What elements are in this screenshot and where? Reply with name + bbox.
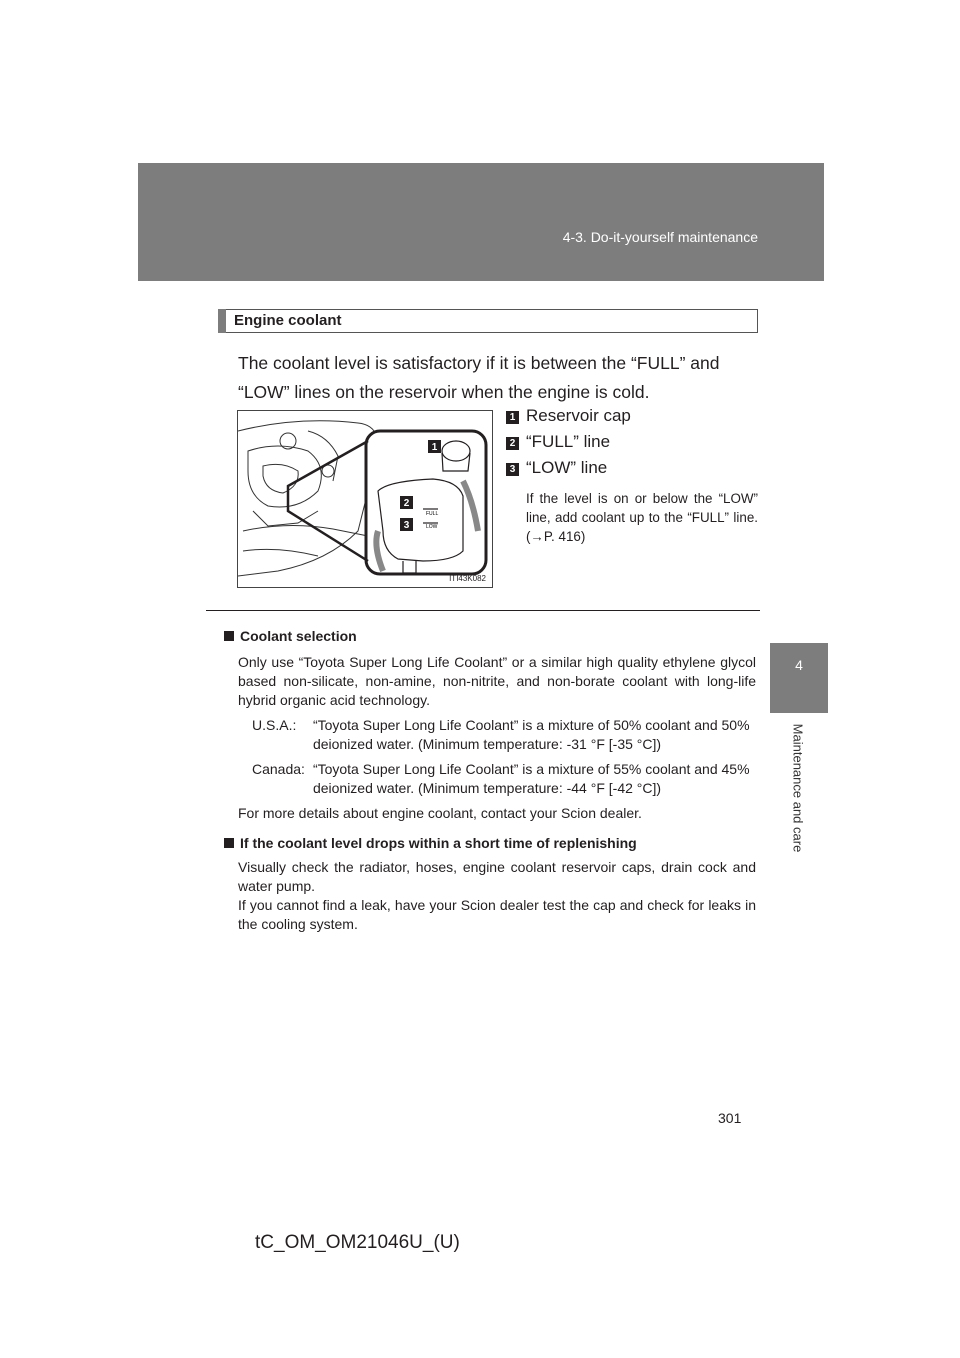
callout-label: “LOW” line: [526, 458, 608, 477]
figure-code: ITI43K082: [449, 574, 486, 583]
refill-note: If the level is on or below the “LOW” line, add coolant up to the “FULL” line. (→P. 416): [526, 491, 758, 544]
callout-marker-1: [428, 440, 441, 453]
section-title: Engine coolant: [234, 312, 342, 329]
coolant-selection-block: [224, 627, 756, 823]
heading-marker: [218, 309, 226, 333]
engine-bay-drawing: [238, 411, 492, 587]
header-section-title: 4-3. Do-it-yourself maintenance: [562, 229, 758, 245]
region-row: [252, 760, 756, 798]
svg-text:1: 1: [431, 442, 438, 453]
region-text: “Toyota Super Long Life Coolant” is a mixture of 55% coolant and 45% deionized water. (Minimum temperature: -44 °F [-42 °C]): [312, 761, 750, 796]
level-drops-body-2: If you cannot find a leak, have your Scion dealer test the cap and check for leaks in the cooling system.: [238, 897, 756, 932]
coolant-selection-body: Only use “Toyota Super Long Life Coolant” or a similar high quality ethylene glycol based non-silicate, non-amine, non-nitrite, and non-borate coolant with long-life hybrid organic acid technology.: [238, 654, 756, 708]
level-drops-block: [224, 834, 756, 934]
callout-number: 3: [506, 463, 519, 476]
region-key: U.S.A.:: [252, 717, 297, 733]
svg-text:3: 3: [403, 520, 410, 531]
document-id: tC_OM_OM21046U_(U): [255, 1232, 460, 1253]
region-table: [252, 716, 756, 798]
level-drops-body-1: Visually check the radiator, hoses, engine coolant reservoir caps, drain cock and water pump.: [238, 859, 756, 894]
low-mark-text: LOW: [426, 524, 438, 530]
full-mark-text: FULL: [426, 511, 439, 517]
chapter-label: [771, 712, 825, 864]
region-key: Canada:: [252, 761, 305, 777]
section-divider: [206, 610, 760, 611]
coolant-selection-title: Coolant selection: [224, 627, 756, 646]
header-band: [138, 163, 824, 281]
chapter-tab: [770, 643, 828, 713]
callout-marker-3: [400, 518, 413, 531]
page-number: 301: [718, 1110, 742, 1126]
callout-number: 1: [506, 411, 519, 424]
engine-coolant-illustration: [237, 410, 493, 588]
region-text: “Toyota Super Long Life Coolant” is a mixture of 50% coolant and 50% deionized water. (Minimum temperature: -31 °F [-35 °C]): [312, 717, 750, 752]
callout-marker-2: [400, 496, 413, 509]
chapter-number: 4: [795, 657, 803, 673]
callout-label: Reservoir cap: [526, 406, 631, 425]
section-heading: [218, 309, 758, 333]
intro-text: The coolant level is satisfactory if it is between the “FULL” and “LOW” lines on the reservoir when the engine is cold.: [238, 353, 720, 402]
level-drops-title: If the coolant level drops within a short time of replenishing: [224, 834, 756, 853]
callout-label: “FULL” line: [526, 432, 611, 451]
region-row: [252, 716, 756, 760]
chapter-name: Maintenance and care: [790, 723, 806, 853]
svg-text:2: 2: [403, 498, 410, 509]
coolant-selection-footer: For more details about engine coolant, contact your Scion dealer.: [238, 805, 642, 821]
callout-number: 2: [506, 437, 519, 450]
